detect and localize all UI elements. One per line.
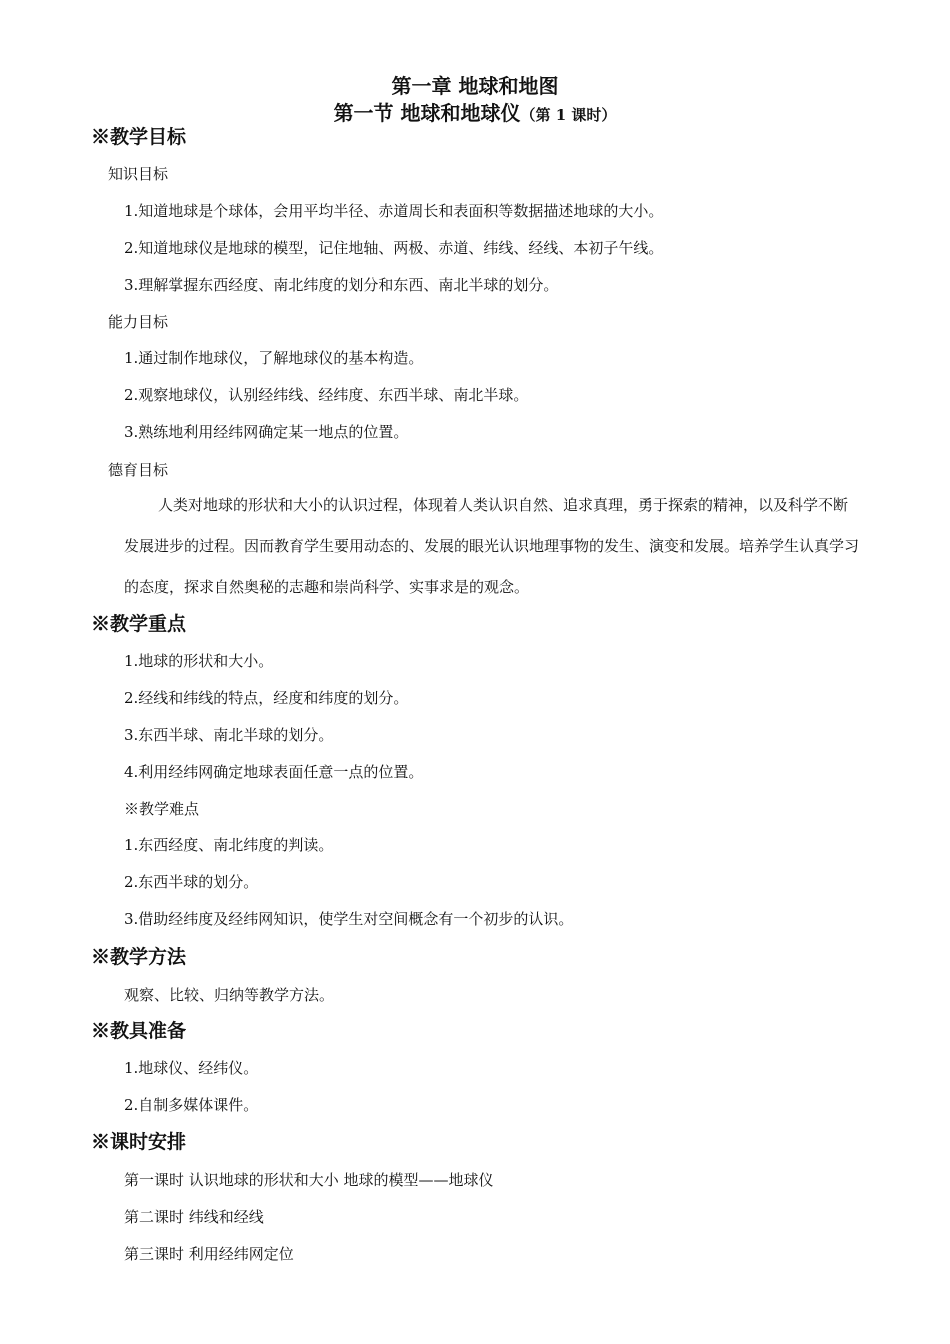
key-point-item: 2.经线和纬线的特点，经度和纬度的划分。 xyxy=(124,689,409,707)
schedule-item: 第二课时 纬线和经线 xyxy=(124,1208,264,1226)
schedule-heading: ※课时安排 xyxy=(91,1131,187,1153)
knowledge-item: 3.理解掌握东西经度、南北纬度的划分和东西、南北半球的划分。 xyxy=(124,276,559,294)
section-title-text: 第一节 地球和地球仪 xyxy=(333,101,521,125)
moral-paragraph: 人类对地球的形状和大小的认识过程，体现着人类认识自然、追求真理，勇于探索的精神，以及科学不断发展进步的过程。因而教育学生要用动态的、发展的眼光认识地理事物的发生、演变和发展。培养学生认真学习的态度，探求自然奥秘的志趣和崇尚科学、实事求是的观念。 xyxy=(124,496,860,596)
tool-item: 2.自制多媒体课件。 xyxy=(124,1096,259,1114)
chapter-title: 第一章 地球和地图 xyxy=(391,74,559,98)
objectives-heading: ※教学目标 xyxy=(91,126,187,148)
knowledge-label: 知识目标 xyxy=(108,165,169,183)
methods-heading: ※教学方法 xyxy=(91,946,187,968)
moral-label: 德育目标 xyxy=(108,461,169,479)
knowledge-item: 1.知道地球是个球体，会用平均半径、赤道周长和表面积等数据描述地球的大小。 xyxy=(124,202,664,220)
tools-heading: ※教具准备 xyxy=(91,1020,187,1042)
ability-item: 2.观察地球仪，认别经纬线、经纬度、东西半球、南北半球。 xyxy=(124,386,529,404)
key-points-heading: ※教学重点 xyxy=(91,613,187,635)
key-point-item: 3.东西半球、南北半球的划分。 xyxy=(124,726,334,744)
methods-text: 观察、比较、归纳等教学方法。 xyxy=(124,986,335,1004)
ability-item: 3.熟练地利用经纬网确定某一地点的位置。 xyxy=(124,423,409,441)
ability-label: 能力目标 xyxy=(108,313,169,331)
schedule-item: 第一课时 认识地球的形状和大小 地球的模型——地球仪 xyxy=(124,1171,494,1189)
ability-item: 1.通过制作地球仪，了解地球仪的基本构造。 xyxy=(124,349,424,367)
knowledge-item: 2.知道地球仪是地球的模型，记住地轴、两极、赤道、纬线、经线、本初子午线。 xyxy=(124,239,664,257)
difficulties-heading: ※教学难点 xyxy=(124,800,200,818)
difficulty-item: 1.东西经度、南北纬度的判读。 xyxy=(124,836,334,854)
difficulty-item: 2.东西半球的划分。 xyxy=(124,873,259,891)
section-note: （第 1 课时） xyxy=(520,106,617,124)
schedule-item: 第三课时 利用经纬网定位 xyxy=(124,1245,294,1263)
difficulty-item: 3.借助经纬度及经纬网知识，使学生对空间概念有一个初步的认识。 xyxy=(124,910,574,928)
key-point-item: 1.地球的形状和大小。 xyxy=(124,652,274,670)
key-point-item: 4.利用经纬网确定地球表面任意一点的位置。 xyxy=(124,763,424,781)
tool-item: 1.地球仪、经纬仪。 xyxy=(124,1059,259,1077)
